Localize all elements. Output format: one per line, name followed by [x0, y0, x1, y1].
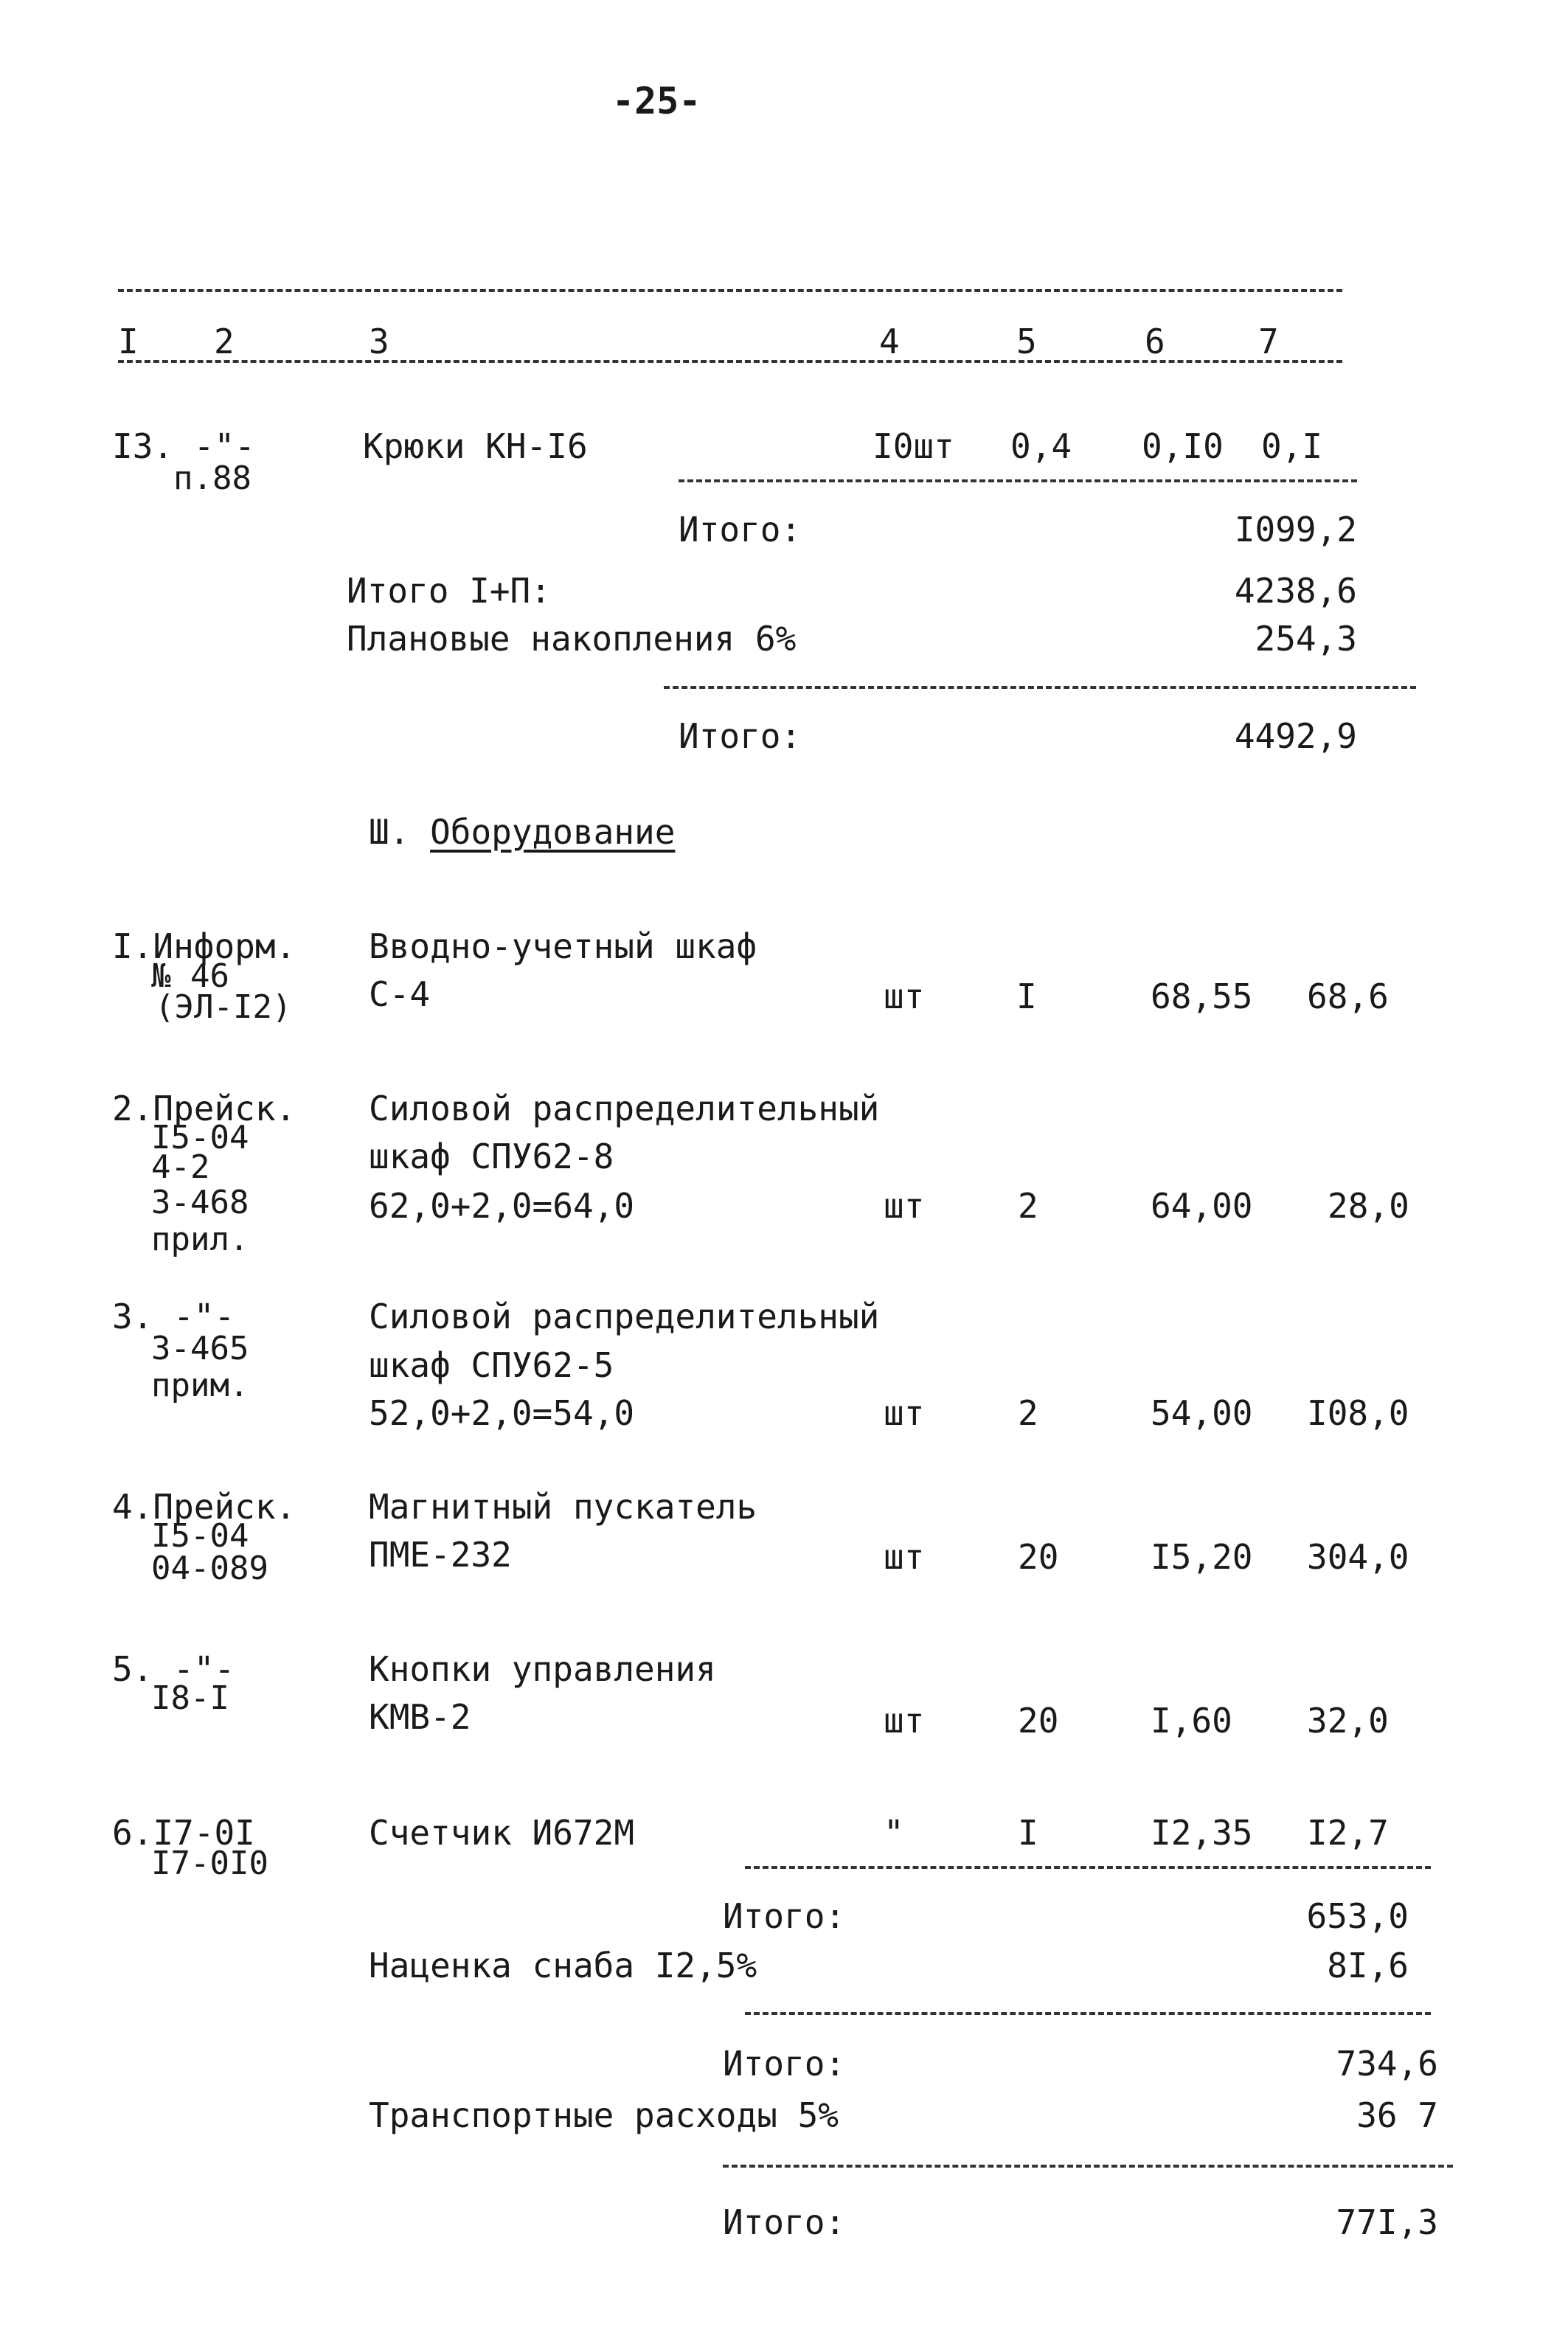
row-unit: шт: [884, 1701, 925, 1741]
row-name: 52,0+2,0=54,0: [369, 1393, 635, 1433]
row-unit: ": [884, 1813, 904, 1853]
row-reference: 3-468: [151, 1184, 249, 1221]
row-qty: 2: [1018, 1393, 1038, 1433]
row-unit: шт: [884, 1393, 925, 1433]
itogo-3-value: 77I,3: [1336, 2202, 1438, 2242]
col-header-7: 7: [1258, 322, 1279, 361]
row-price: 64,00: [1151, 1186, 1253, 1226]
row-name: 62,0+2,0=64,0: [369, 1186, 635, 1226]
row-reference: I7-0I0: [151, 1845, 268, 1882]
itogo-1-2-value: 4238,6: [1234, 571, 1357, 611]
transport-value: 36 7: [1356, 2095, 1438, 2135]
row-total: 304,0: [1307, 1537, 1409, 1577]
total-divider: [664, 686, 1416, 689]
row-reference: № 46: [151, 957, 229, 995]
row-reference: прил.: [151, 1221, 249, 1258]
row-price: 68,55: [1151, 976, 1253, 1016]
row-number: I3. -"-: [112, 426, 255, 466]
itogo-2-value: 4492,9: [1234, 716, 1357, 756]
itogo-1-2-label: Итого I+П:: [347, 571, 551, 611]
row-qty: I: [1016, 976, 1037, 1016]
transport-label: Транспортные расходы 5%: [369, 2095, 839, 2135]
header-bottom-divider: [118, 360, 1342, 363]
row-name: КМВ-2: [369, 1697, 471, 1737]
row-unit: шт: [884, 1537, 925, 1577]
row-number: 2.Прейск.: [112, 1089, 296, 1128]
row-reference: I5-04: [151, 1119, 249, 1156]
row-price: I,60: [1151, 1701, 1232, 1741]
col-header-5: 5: [1016, 322, 1037, 361]
markup-label: Наценка снаба I2,5%: [369, 1946, 757, 1985]
itogo-2-label: Итого:: [723, 2044, 846, 2084]
itogo-2-value: 734,6: [1336, 2044, 1438, 2084]
row-number: 6.I7-0I: [112, 1813, 255, 1853]
section-heading: [369, 812, 676, 852]
row-number: 5. -"-: [112, 1649, 235, 1689]
row-reference: I8-I: [151, 1679, 229, 1717]
row-name: Кнопки управления: [369, 1649, 716, 1689]
row-unit: шт: [884, 1186, 925, 1226]
planned-savings-value: 254,3: [1255, 619, 1357, 659]
row-reference: I5-04: [151, 1517, 249, 1555]
page-number: -25-: [612, 80, 701, 122]
markup-value: 8I,6: [1327, 1946, 1409, 1985]
subtotal-divider: [679, 479, 1357, 482]
row-price: I5,20: [1151, 1537, 1253, 1577]
row-name: Силовой распределительный: [369, 1089, 880, 1128]
row-number: 3. -"-: [112, 1297, 235, 1336]
row-name: С-4: [369, 974, 431, 1014]
planned-savings-label: Плановые накопления 6%: [347, 619, 797, 659]
row-total: I2,7: [1307, 1813, 1389, 1853]
itogo-label: Итого:: [679, 510, 802, 549]
total-divider: [723, 2165, 1453, 2168]
section-numeral: Ш.: [369, 812, 410, 852]
row-qty: 2: [1018, 1186, 1038, 1226]
row-total: 28,0: [1328, 1186, 1409, 1226]
col-header-3: 3: [369, 322, 389, 361]
itogo-value: 653,0: [1306, 1896, 1409, 1936]
row-price: I2,35: [1151, 1813, 1253, 1853]
row-name: шкаф СПУ62-5: [369, 1345, 614, 1385]
row-qty: 0,4: [1010, 426, 1072, 466]
col-header-4: 4: [879, 322, 900, 361]
row-total: I08,0: [1307, 1393, 1409, 1433]
row-name: шкаф СПУ62-8: [369, 1137, 614, 1176]
itogo-value: I099,2: [1234, 510, 1357, 549]
row-number: 4.Прейск.: [112, 1487, 296, 1527]
row-name: Вводно-учетный шкаф: [369, 926, 757, 966]
header-top-divider: [118, 289, 1342, 292]
row-name: Крюки КН-I6: [363, 426, 588, 466]
subtotal-divider: [745, 1866, 1431, 1869]
total-divider: [745, 2012, 1431, 2015]
row-qty: I: [1018, 1813, 1038, 1853]
col-header-2: 2: [214, 322, 235, 361]
row-reference: 4-2: [151, 1148, 210, 1186]
col-header-6: 6: [1145, 322, 1165, 361]
row-reference: (ЭЛ-I2): [155, 988, 292, 1026]
itogo-label: Итого:: [723, 1896, 846, 1936]
row-name: ПМЕ-232: [369, 1535, 512, 1575]
row-unit: I0шт: [873, 426, 954, 466]
row-name: Магнитный пускатель: [369, 1487, 757, 1527]
row-reference: прим.: [151, 1367, 249, 1404]
row-qty: 20: [1018, 1537, 1059, 1577]
row-unit: шт: [884, 976, 925, 1016]
itogo-3-label: Итого:: [723, 2202, 846, 2242]
row-total: 68,6: [1307, 976, 1389, 1016]
itogo-2-label: Итого:: [679, 716, 802, 756]
row-total: 0,I: [1261, 426, 1323, 466]
row-reference: 04-089: [151, 1550, 268, 1587]
row-name: Силовой распределительный: [369, 1297, 880, 1336]
row-number: I.Информ.: [112, 926, 296, 966]
row-qty: 20: [1018, 1701, 1059, 1741]
row-total: 32,0: [1307, 1701, 1389, 1741]
row-price: 54,00: [1151, 1393, 1253, 1433]
row-reference: 3-465: [151, 1330, 249, 1367]
col-header-1: I: [118, 322, 139, 361]
row-name: Счетчик И672М: [369, 1813, 635, 1853]
row-price: 0,I0: [1142, 426, 1224, 466]
section-title: Оборудование: [430, 812, 676, 852]
row-reference: п.88: [173, 459, 251, 497]
